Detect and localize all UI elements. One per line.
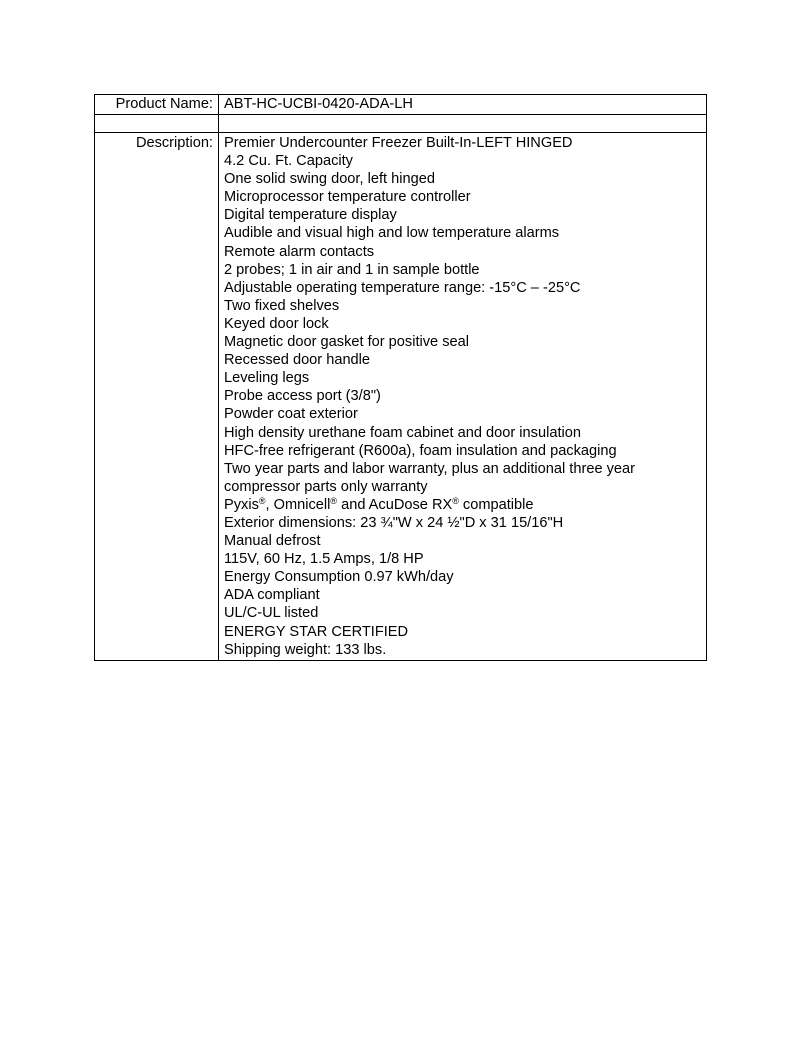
description-line: Premier Undercounter Freezer Built-In-LEFT HINGED — [224, 135, 573, 151]
blank-value-cell — [219, 115, 707, 133]
description-line: Two year parts and labor warranty, plus an additional three year — [224, 460, 636, 477]
registered-mark: ® — [330, 495, 338, 506]
description-line: Remote alarm contacts — [224, 243, 375, 260]
description-line: Digital temperature display — [224, 207, 397, 224]
description-line: Manual defrost — [224, 533, 321, 550]
product-name-row — [95, 95, 707, 115]
description-line: Probe access port (3/8") — [224, 388, 381, 405]
description-line: Audible and visual high and low temperature alarms — [224, 225, 560, 242]
compat-acudose: and AcuDose RX — [337, 496, 453, 513]
description-line: ADA compliant — [224, 587, 320, 604]
description-line: HFC-free refrigerant (R600a), foam insulation and packaging — [224, 442, 617, 459]
description-line: UL/C-UL listed — [224, 605, 319, 622]
description-line: Microprocessor temperature controller — [224, 189, 471, 206]
description-line: 2 probes; 1 in air and 1 in sample bottle — [224, 261, 480, 278]
compat-suffix: compatible — [458, 496, 534, 513]
description-line: One solid swing door, left hinged — [224, 171, 435, 188]
description-value — [219, 133, 707, 661]
description-line: Powder coat exterior — [224, 406, 358, 423]
description-line: High density urethane foam cabinet and door insulation — [224, 424, 581, 441]
description-line: Energy Consumption 0.97 kWh/day — [224, 569, 454, 586]
product-name-value: ABT-HC-UCBI-0420-ADA-LH — [219, 95, 707, 115]
description-line: compressor parts only warranty — [224, 478, 428, 495]
compatibility-line — [224, 496, 701, 514]
blank-row — [95, 115, 707, 133]
description-line: Recessed door handle — [224, 352, 371, 369]
compat-omnicell: , Omnicell — [265, 496, 331, 513]
description-line: 115V, 60 Hz, 1.5 Amps, 1/8 HP — [224, 551, 424, 568]
description-line: Leveling legs — [224, 370, 310, 387]
description-line: Shipping weight: 133 lbs. — [224, 641, 387, 658]
blank-label-cell — [95, 115, 219, 133]
description-line: ENERGY STAR CERTIFIED — [224, 623, 409, 640]
description-line: 4.2 Cu. Ft. Capacity — [224, 153, 353, 170]
product-name-label: Product Name: — [95, 95, 219, 115]
description-line: Adjustable operating temperature range: -15°C – -25°C — [224, 279, 581, 296]
compat-pyxis: Pyxis — [224, 496, 259, 513]
description-line: Magnetic door gasket for positive seal — [224, 334, 469, 351]
product-spec-table — [94, 94, 707, 661]
registered-mark: ® — [452, 495, 459, 506]
description-line: Two fixed shelves — [224, 297, 340, 314]
description-line: Keyed door lock — [224, 315, 329, 332]
registered-mark: ® — [258, 495, 266, 506]
description-line: Exterior dimensions: 23 ¾"W x 24 ½"D x 31 15/16"H — [224, 514, 564, 531]
description-row — [95, 133, 707, 661]
description-label: Description: — [95, 133, 219, 661]
